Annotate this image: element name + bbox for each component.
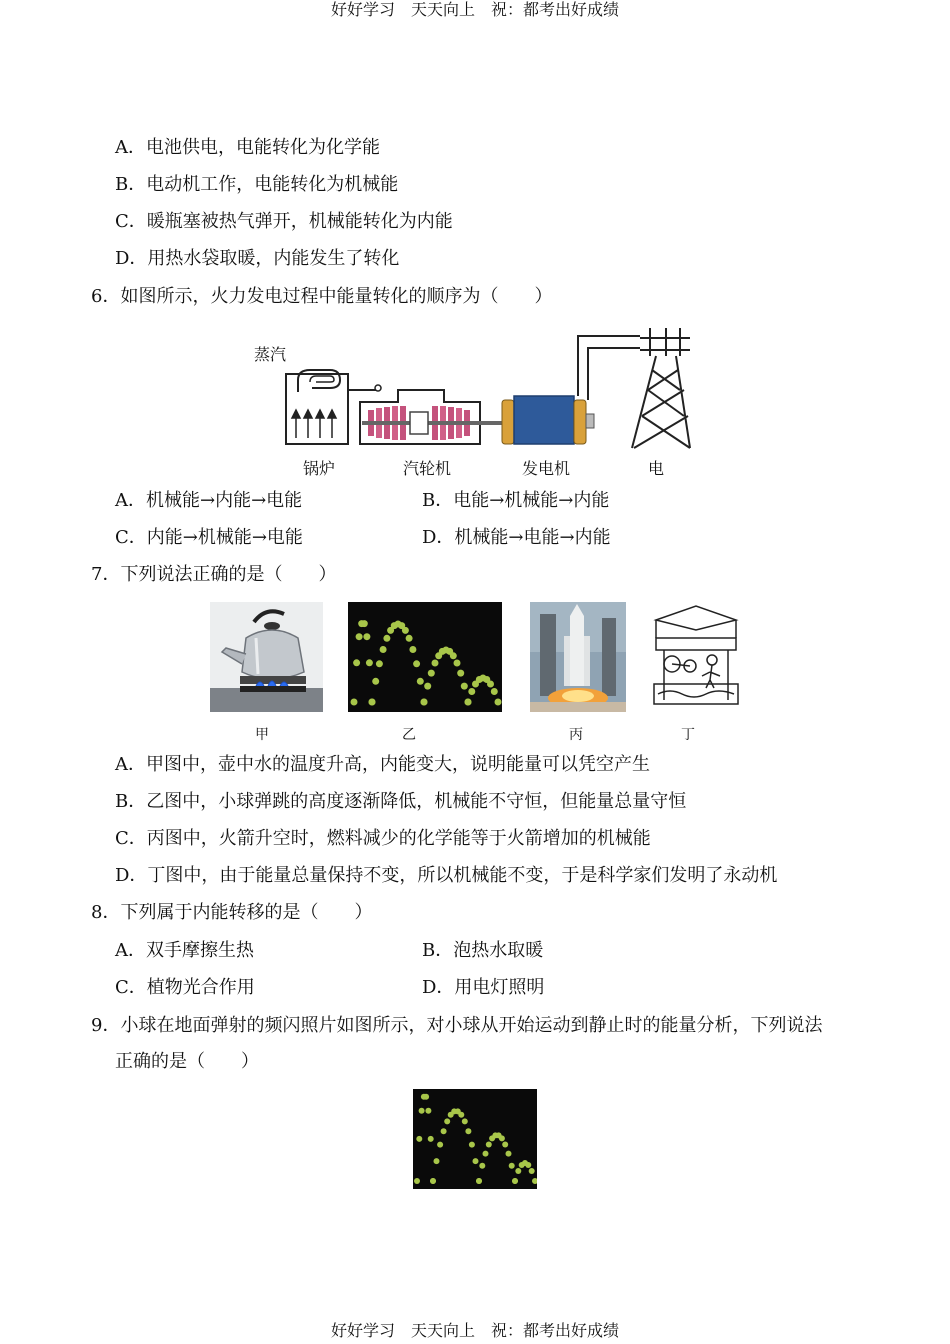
ball-dot xyxy=(506,1151,512,1157)
ball-dot xyxy=(465,1128,471,1134)
transmission-tower xyxy=(632,328,690,448)
caption-jia: 甲 xyxy=(255,727,269,743)
q7-option-a: A．甲图中，壶中水的温度升高，内能变大，说明能量可以凭空产生 xyxy=(115,754,650,775)
ball-dot xyxy=(461,683,468,690)
q6-option-c: C．内能→机械能→电能 xyxy=(115,527,303,548)
ball-dot xyxy=(366,659,373,666)
ball-dot xyxy=(479,1163,485,1169)
ball-dot xyxy=(372,678,379,685)
q6-stem: 6．如图所示，火力发电过程中能量转化的顺序为（ ） xyxy=(91,286,553,307)
ball-dot xyxy=(512,1178,518,1184)
q8-option-b: B．泡热水取暖 xyxy=(422,940,544,961)
q7-option-b: B．乙图中，小球弹跳的高度逐渐降低，机械能不守恒，但能量总量守恒 xyxy=(115,791,687,812)
power-plant-diagram xyxy=(250,320,700,452)
caption-ding: 丁 xyxy=(681,727,695,743)
q7-option-c: C．丙图中，火箭升空时，燃料减少的化学能等于火箭增加的机械能 xyxy=(115,828,651,849)
caption-yi: 乙 xyxy=(402,727,416,743)
q8-option-a: A．双手摩擦生热 xyxy=(115,940,254,961)
ball-dot xyxy=(499,1135,505,1141)
ball-dot xyxy=(457,670,464,677)
ball-dot xyxy=(473,1158,479,1164)
q5-option-a: A．电池供电，电能转化为化学能 xyxy=(115,137,380,158)
ball-dot xyxy=(491,688,498,695)
ball-dot xyxy=(437,1142,443,1148)
ball-dot xyxy=(353,659,360,666)
ball-dot xyxy=(476,1178,482,1184)
q9-stem-line1: 9．小球在地面弹射的频闪照片如图所示，对小球从开始运动到静止时的能量分析，下列说法 xyxy=(91,1015,823,1036)
label-boiler: 锅炉 xyxy=(303,459,336,478)
ball-dot xyxy=(361,620,368,627)
q7-stem: 7．下列说法正确的是（ ） xyxy=(91,564,337,585)
q6-option-b: B．电能→机械能→内能 xyxy=(422,490,610,511)
ball-dot xyxy=(462,1118,468,1124)
q6-option-a: A．机械能→内能→电能 xyxy=(115,490,303,511)
ball-dot xyxy=(469,1142,475,1148)
ball-dot xyxy=(416,1136,422,1142)
q8-stem: 8．下列属于内能转移的是（ ） xyxy=(91,902,373,923)
ball-dot xyxy=(424,683,431,690)
ball-dot xyxy=(487,681,494,688)
ball-dot xyxy=(417,678,424,685)
label-electricity: 电 xyxy=(648,459,665,478)
ball-dot xyxy=(428,670,435,677)
ball-dot xyxy=(525,1162,531,1168)
ball-dot xyxy=(380,646,387,653)
ball-dot xyxy=(428,1136,434,1142)
ball-dot xyxy=(419,1108,425,1114)
bouncing-ball-photo-7 xyxy=(348,602,502,712)
ball-dot xyxy=(356,633,363,640)
q5-option-d: D．用热水袋取暖，内能发生了转化 xyxy=(115,248,400,269)
ball-dot xyxy=(441,1128,447,1134)
ball-dot xyxy=(502,1142,508,1148)
bouncing-ball-photo-9 xyxy=(413,1089,537,1189)
ball-dot xyxy=(406,635,413,642)
ball-dot xyxy=(413,660,420,667)
ball-dot xyxy=(376,660,383,667)
ball-dot xyxy=(383,635,390,642)
ball-dot xyxy=(402,627,409,634)
ball-dot xyxy=(369,699,376,706)
q7-option-d: D．丁图中，由于能量总量保持不变，所以机械能不变，于是科学家们发明了永动机 xyxy=(115,865,778,886)
ball-dot xyxy=(425,1108,431,1114)
ball-dot xyxy=(454,660,461,667)
ball-dot xyxy=(515,1168,521,1174)
q9-stem-line2: 正确的是（ ） xyxy=(115,1051,259,1072)
ball-dot xyxy=(483,1151,489,1157)
ball-dot xyxy=(486,1142,492,1148)
ball-dot xyxy=(444,1118,450,1124)
caption-bing: 丙 xyxy=(569,727,583,743)
ball-dot xyxy=(421,699,428,706)
ball-dot xyxy=(409,646,416,653)
ball-dot xyxy=(450,652,457,659)
perpetual-machine-sketch xyxy=(650,602,742,712)
ball-dot xyxy=(529,1168,535,1174)
ball-dot xyxy=(509,1163,515,1169)
steam-label: 蒸汽 xyxy=(254,345,287,364)
q5-option-c: C．暖瓶塞被热气弹开，机械能转化为内能 xyxy=(115,211,453,232)
ball-dot xyxy=(465,699,472,706)
ball-dot xyxy=(430,1178,436,1184)
ball-dot xyxy=(423,1094,429,1100)
page-footer: 好好学习 天天向上 祝：都考出好成绩 xyxy=(330,1321,619,1340)
page-header: 好好学习 天天向上 祝：都考出好成绩 xyxy=(330,0,619,19)
ball-dot xyxy=(414,1178,420,1184)
q8-option-d: D．用电灯照明 xyxy=(422,977,545,998)
rocket-photo xyxy=(530,602,626,712)
q5-option-b: B．电动机工作，电能转化为机械能 xyxy=(115,174,399,195)
ball-dot xyxy=(434,1158,440,1164)
ball-dot xyxy=(495,699,502,706)
q8-option-c: C．植物光合作用 xyxy=(115,977,255,998)
label-generator: 发电机 xyxy=(522,459,571,478)
ball-dot xyxy=(458,1112,464,1118)
label-turbine: 汽轮机 xyxy=(403,459,452,478)
generator-coil xyxy=(514,396,574,444)
ball-dot xyxy=(363,633,370,640)
q6-option-d: D．机械能→电能→内能 xyxy=(422,527,611,548)
ball-dot xyxy=(468,688,475,695)
ball-dot xyxy=(432,660,439,667)
ball-dot xyxy=(351,699,358,706)
kettle-photo xyxy=(210,602,323,712)
